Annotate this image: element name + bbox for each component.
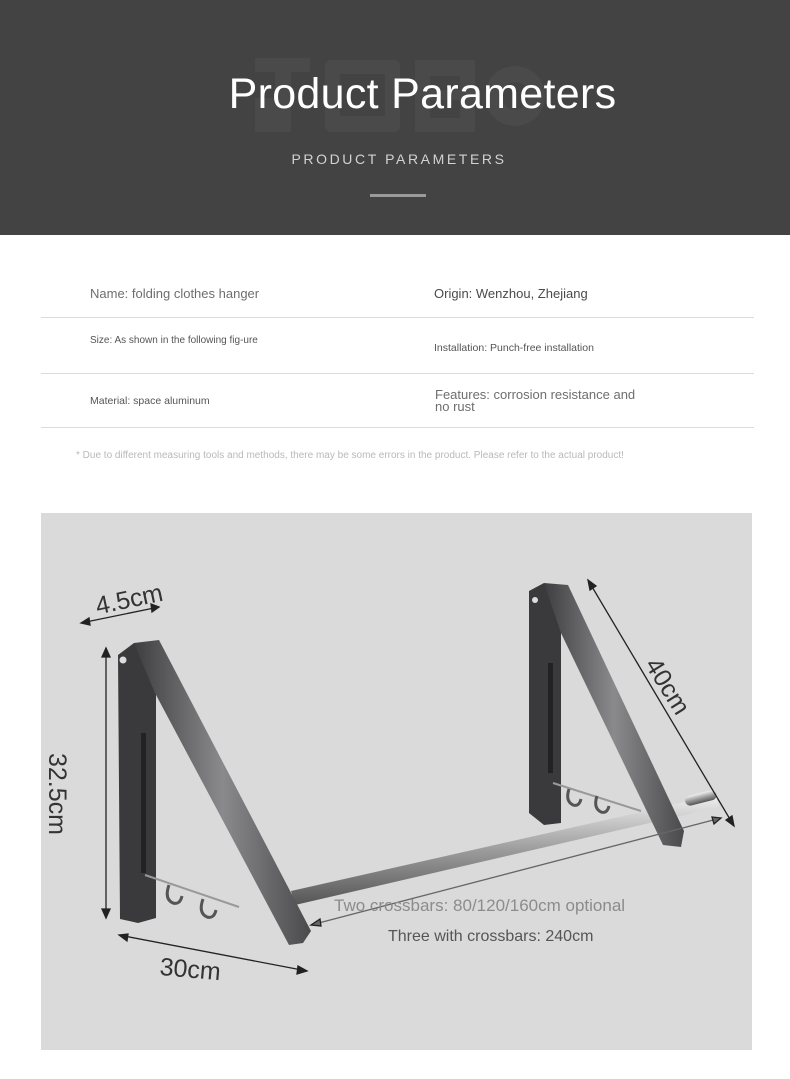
table-row — [41, 262, 754, 318]
table-row — [41, 318, 754, 374]
three-crossbars-note: Three with crossbars: 240cm — [388, 928, 594, 945]
param-installation: Installation: Punch-free installation — [434, 342, 594, 354]
dimension-width-label: 30cm — [158, 953, 222, 987]
dimension-depth-label: 4.5cm — [93, 578, 166, 621]
parameters-table — [41, 262, 754, 428]
dimension-length-label: 40cm — [639, 653, 696, 720]
table-row — [41, 374, 754, 428]
disclaimer-note: * Due to different measuring tools and methods, there may be some errors in the product. Please refer to the actual product! — [76, 450, 624, 461]
page-title: Product Parameters — [228, 70, 617, 118]
title-underline — [370, 194, 426, 197]
page-subtitle: PRODUCT PARAMETERS — [291, 151, 507, 167]
param-name: Name: folding clothes hanger — [90, 286, 260, 301]
param-features: Features: corrosion resistance and no rust — [435, 387, 636, 414]
dimension-height-label: 32.5cm — [43, 753, 71, 835]
product-dimension-image — [41, 513, 752, 1050]
param-size: Size: As shown in the following fig-ure — [90, 335, 258, 346]
param-material: Material: space aluminum — [90, 395, 210, 407]
param-origin: Origin: Wenzhou, Zhejiang — [434, 286, 588, 301]
header-banner — [0, 0, 790, 235]
two-crossbars-note: Two crossbars: 80/120/160cm optional — [334, 896, 626, 915]
left-bracket — [118, 640, 311, 945]
